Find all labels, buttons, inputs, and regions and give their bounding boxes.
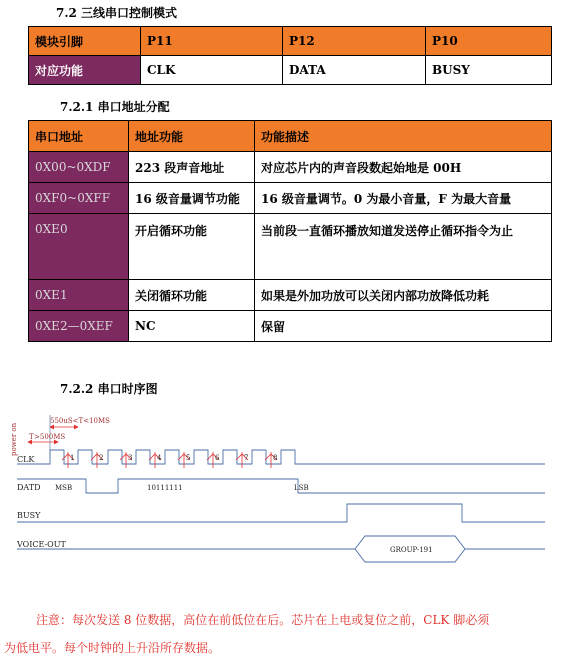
clk-waveform <box>17 450 545 464</box>
addr-row-function: 关闭循环功能 <box>129 280 255 311</box>
addr-header-description: 功能描述 <box>255 121 552 152</box>
addr-row-function: 223 段声音地址 <box>129 152 255 183</box>
data-value-label: 10111111 <box>147 484 183 492</box>
signal-label-datd: DATD <box>17 483 41 492</box>
addr-row-function: 开启循环功能 <box>129 214 255 280</box>
note-line-1: 注意：每次发送 8 位数据，高位在前低位在后。芯片在上电或复位之前，CLK 脚必须 <box>36 613 490 627</box>
pin-header-p12: P12 <box>283 27 426 56</box>
addr-row-description: 如果是外加功放可以关闭内部功放降低功耗 <box>255 280 552 311</box>
lsb-label: LSB <box>294 484 309 492</box>
pin-header-p11: P11 <box>141 27 283 56</box>
t2-label: >500MS <box>34 433 66 441</box>
addr-row-address: 0X00~0XDF <box>29 152 129 183</box>
addr-row-address: 0XE2—0XEF <box>29 311 129 342</box>
power-on-label: power on <box>10 422 18 456</box>
addr-row-description: 16 级音量调节。0 为最小音量，F 为最大音量 <box>255 183 552 214</box>
addr-row-address: 0XE0 <box>29 214 129 280</box>
pin-header-p10: P10 <box>426 27 552 56</box>
t1-label: 550uS<T<10MS <box>50 417 110 425</box>
pin-row-clk: CLK <box>141 56 283 85</box>
addr-row-address: 0XF0~0XFF <box>29 183 129 214</box>
addr-row-function: 16 级音量调节功能 <box>129 183 255 214</box>
addr-row-description: 保留 <box>255 311 552 342</box>
addr-row-description: 对应芯片内的声音段数起始地是 00H <box>255 152 552 183</box>
busy-waveform <box>17 504 545 522</box>
clock-number: 7 <box>244 454 249 462</box>
addr-row-function: NC <box>129 311 255 342</box>
addr-header-function: 地址功能 <box>129 121 255 152</box>
addr-row-address: 0XE1 <box>29 280 129 311</box>
clock-number: 6 <box>215 454 220 462</box>
group-label: GROUP-191 <box>390 546 433 554</box>
addr-row-description: 当前段一直循环播放知道发送停止循环指令为止 <box>255 214 552 280</box>
address-table <box>28 120 552 342</box>
addr-header-address: 串口地址 <box>29 121 129 152</box>
clock-number: 5 <box>186 454 191 462</box>
pin-header-module: 模块引脚 <box>29 27 141 56</box>
clock-number: 1 <box>70 454 75 462</box>
msb-label: MSB <box>55 484 73 492</box>
clock-number: 8 <box>273 454 278 462</box>
signal-label-busy: BUSY <box>17 511 41 520</box>
clock-number: 3 <box>128 454 133 462</box>
pin-row-function-label: 对应功能 <box>29 56 141 85</box>
section-7-2-2-title: 7.2.2 串口时序图 <box>60 382 158 396</box>
pin-table <box>28 26 552 85</box>
clock-number: 2 <box>99 454 104 462</box>
pin-row-busy: BUSY <box>426 56 552 85</box>
clock-numbers <box>70 454 277 462</box>
timing-diagram <box>0 398 563 578</box>
t2-prefix: T <box>29 433 34 441</box>
signal-label-clk: CLK <box>17 455 35 464</box>
data-waveform <box>17 479 545 493</box>
signal-label-voice-out: VOICE-OUT <box>17 540 66 549</box>
clock-number: 4 <box>157 454 162 462</box>
section-7-2-1-title: 7.2.1 串口地址分配 <box>60 100 170 114</box>
pin-row-data: DATA <box>283 56 426 85</box>
section-7-2-title: 7.2 三线串口控制模式 <box>56 6 178 20</box>
note-line-2: 为低电平。每个时钟的上升沿所存数据。 <box>4 641 221 655</box>
